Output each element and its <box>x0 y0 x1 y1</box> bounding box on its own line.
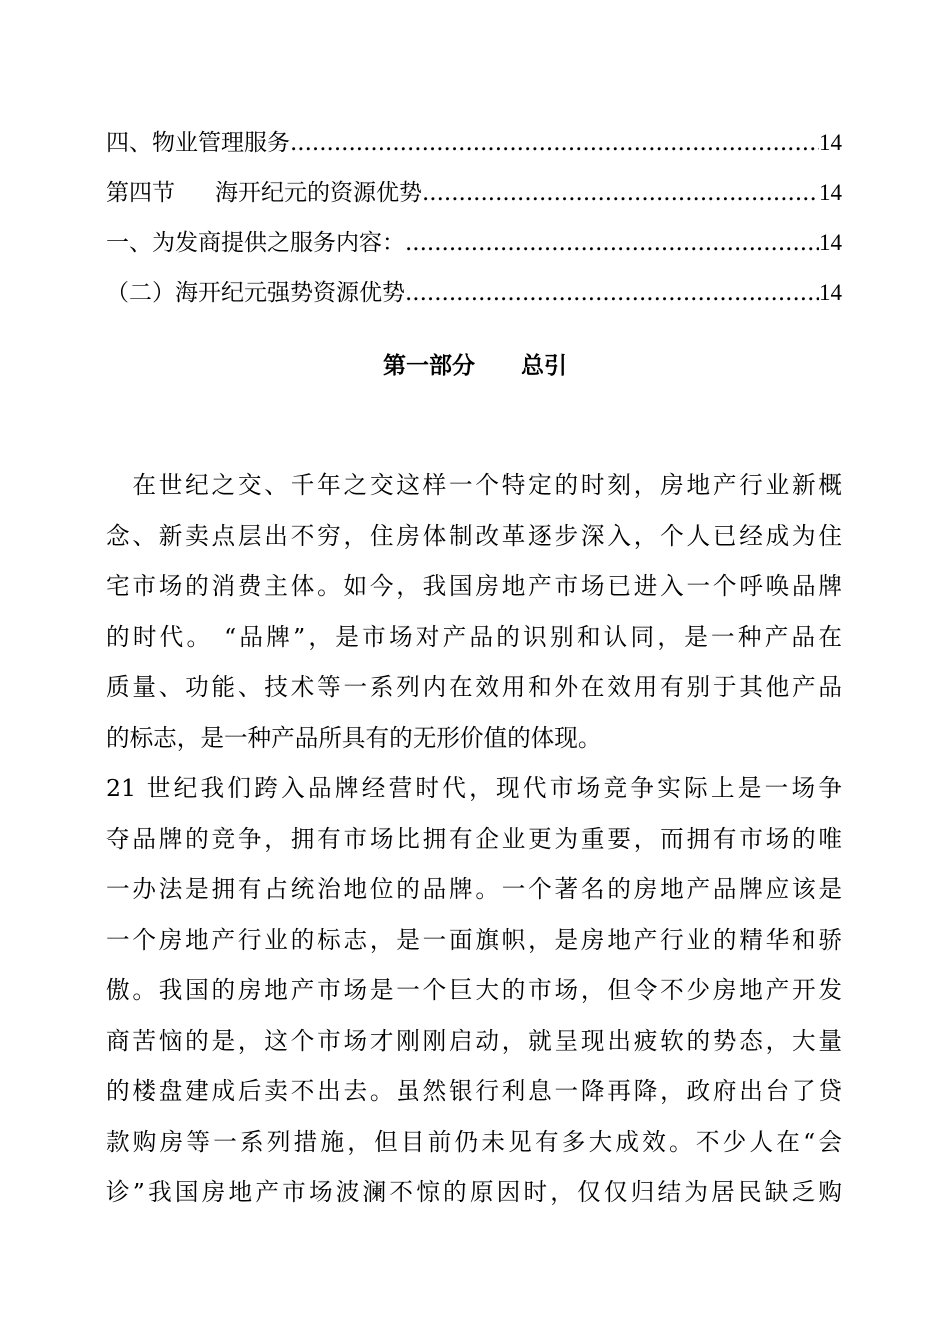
section-heading <box>0 346 950 386</box>
toc-page-number: 14 <box>819 180 842 205</box>
toc-entry-label: （二）海开纪元强势资源优势 <box>106 280 405 306</box>
table-of-contents <box>106 118 842 318</box>
toc-leader-dots <box>422 168 819 218</box>
toc-page-number: 14 <box>819 280 842 305</box>
paragraph-2-line: 商苦恼的是，这个市场才刚刚启动，就呈现出疲软的势态，大量 <box>106 1026 842 1055</box>
toc-leader-dots <box>405 218 819 268</box>
heading-part: 第一部分 <box>383 353 475 379</box>
toc-page-number: 14 <box>819 130 842 155</box>
paragraph-2-line: 款购房等一系列措施，但目前仍未见有多大成效。不少人在“会 <box>106 1127 842 1156</box>
paragraph-2-line: 夺品牌的竞争，拥有市场比拥有企业更为重要，而拥有市场的唯 <box>106 824 842 853</box>
paragraph-2-line: 的楼盘建成后卖不出去。虽然银行利息一降再降，政府出台了贷 <box>106 1077 842 1105</box>
toc-entry-label <box>106 168 422 218</box>
paragraph-2-line: 一办法是拥有占统治地位的品牌。一个著名的房地产品牌应该是 <box>106 875 842 903</box>
toc-page-number: 14 <box>819 230 842 255</box>
toc-entry[interactable] <box>106 168 842 218</box>
body-text <box>106 460 842 1218</box>
paragraph-1-line: 念、新卖点层出不穷，住房体制改革逐步深入，个人已经成为住 <box>106 521 842 550</box>
paragraph-2-line: 一个房地产行业的标志，是一面旗帜，是房地产行业的精华和骄 <box>106 925 842 954</box>
toc-leader-dots <box>290 118 819 168</box>
toc-section-title: 海开纪元的资源优势 <box>215 180 422 206</box>
paragraph-1-line: 质量、功能、技术等一系列内在效用和外在效用有别于其他产品 <box>106 673 842 701</box>
toc-entry[interactable] <box>106 118 842 168</box>
paragraph-1-line: 在世纪之交、千年之交这样一个特定的时刻，房地产行业新概 <box>106 471 842 499</box>
toc-entry-label: 一、为发商提供之服务内容： <box>106 230 405 256</box>
heading-title: 总引 <box>521 353 567 379</box>
paragraph-1-line: 宅市场的消费主体。如今，我国房地产市场已进入一个呼唤品牌 <box>106 572 842 600</box>
paragraph-1-line: 的标志，是一种产品所具有的无形价值的体现。 <box>106 723 602 752</box>
toc-entry[interactable] <box>106 218 842 268</box>
paragraph-2-line: 21 世纪我们跨入品牌经营时代，现代市场竞争实际上是一场争 <box>106 774 842 802</box>
paragraph-2-line: 诊”我国房地产市场波澜不惊的原因时，仅仅归结为居民缺乏购 <box>106 1178 842 1206</box>
toc-entry-label: 四、物业管理服务 <box>106 130 290 156</box>
paragraph-1-line: 的时代。 “品牌”，是市场对产品的识别和认同，是一种产品在 <box>106 622 842 651</box>
toc-section-number: 第四节 <box>106 180 175 206</box>
toc-leader-dots <box>405 268 819 318</box>
paragraph-2-line: 傲。我国的房地产市场是一个巨大的市场，但令不少房地产开发 <box>106 976 842 1004</box>
toc-entry[interactable] <box>106 268 842 318</box>
